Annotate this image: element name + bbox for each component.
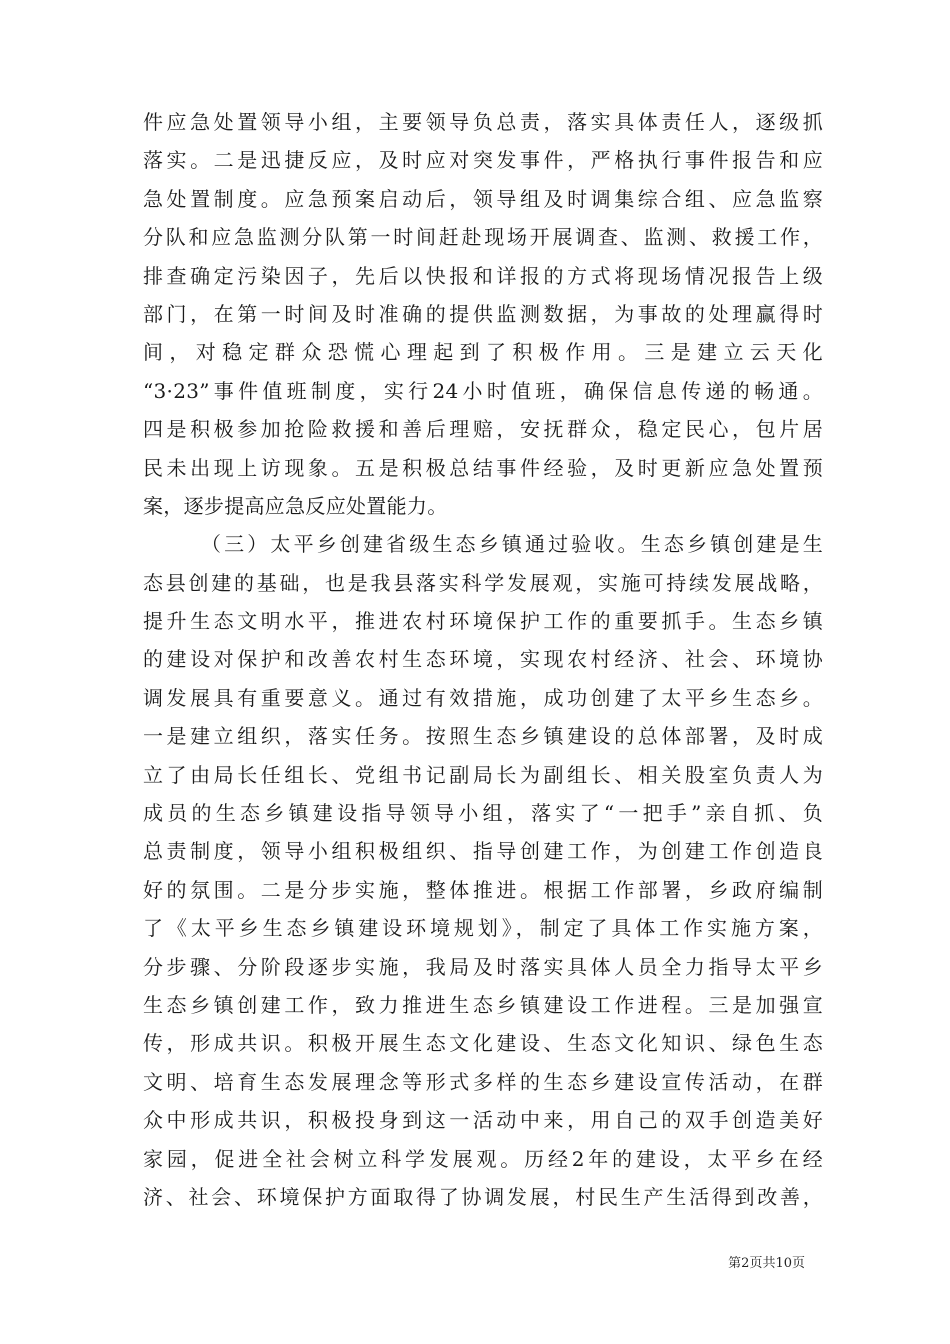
text-line: 众中形成共识，积极投身到这一活动中来，用自己的双手创造美好 xyxy=(143,1108,823,1133)
text-line: 立了由局长任组长、党组书记副局长为副组长、相关股室负责人为 xyxy=(143,762,823,787)
text-line: “3·23”事件值班制度，实行24小时值班，确保信息传递的畅通。 xyxy=(143,378,823,403)
text-line: 排查确定污染因子，先后以快报和详报的方式将现场情况报告上级 xyxy=(143,263,823,288)
text-line: 分队和应急监测分队第一时间赶赴现场开展调查、监测、救援工作， xyxy=(143,225,823,250)
text-line: 部门，在第一时间及时准确的提供监测数据，为事故的处理赢得时 xyxy=(143,301,823,326)
text-line: 民未出现上访现象。五是积极总结事件经验，及时更新应急处置预 xyxy=(143,455,823,480)
text-line: 的建设对保护和改善农村生态环境，实现农村经济、社会、环境协 xyxy=(143,647,823,672)
text-line: 件应急处置领导小组，主要领导负总责，落实具体责任人，逐级抓 xyxy=(143,110,823,134)
body-text xyxy=(143,103,823,1216)
text-line: 了《太平乡生态乡镇建设环境规划》，制定了具体工作实施方案， xyxy=(143,916,823,941)
text-line: 家园，促进全社会树立科学发展观。历经2年的建设，太平乡在经 xyxy=(143,1146,823,1171)
text-line: 传，形成共识。积极开展生态文化建设、生态文化知识、绿色生态 xyxy=(143,1031,823,1056)
text-line: 好的氛围。二是分步实施，整体推进。根据工作部署，乡政府编制 xyxy=(143,877,823,902)
text-line: 间，对稳定群众恐慌心理起到了积极作用。三是建立云天化 xyxy=(143,340,823,365)
text-line: 生态乡镇创建工作，致力推进生态乡镇建设工作进程。三是加强宣 xyxy=(143,992,823,1017)
text-line: 提升生态文明水平，推进农村环境保护工作的重要抓手。生态乡镇 xyxy=(143,609,823,634)
section-heading-line: （三）太平乡创建省级生态乡镇通过验收。生态乡镇创建是生 xyxy=(201,532,823,557)
text-line: 分步骤、分阶段逐步实施，我局及时落实具体人员全力指导太平乡 xyxy=(143,954,823,979)
text-line: 态县创建的基础，也是我县落实科学发展观，实施可持续发展战略， xyxy=(143,570,823,595)
page-number: 第2页共10页 xyxy=(728,1256,805,1271)
text-line: 成员的生态乡镇建设指导领导小组，落实了“一把手”亲自抓、负 xyxy=(143,801,823,826)
text-line: 急处置制度。应急预案启动后，领导组及时调集综合组、应急监察 xyxy=(143,186,823,211)
text-line: 总责制度，领导小组积极组织、指导创建工作，为创建工作创造良 xyxy=(143,839,823,864)
text-line: 调发展具有重要意义。通过有效措施，成功创建了太平乡生态乡。 xyxy=(143,685,823,710)
text-line: 落实。二是迅捷反应，及时应对突发事件，严格执行事件报告和应 xyxy=(143,148,823,173)
text-line: 四是积极参加抢险救援和善后理赔，安抚群众，稳定民心，包片居 xyxy=(143,417,823,442)
text-line: 案，逐步提高应急反应处置能力。 xyxy=(143,493,448,518)
text-line: 济、社会、环境保护方面取得了协调发展，村民生产生活得到改善， xyxy=(143,1184,823,1209)
text-line: 文明、培育生态发展理念等形式多样的生态乡建设宣传活动，在群 xyxy=(143,1069,823,1094)
text-line: 一是建立组织，落实任务。按照生态乡镇建设的总体部署，及时成 xyxy=(143,724,823,749)
